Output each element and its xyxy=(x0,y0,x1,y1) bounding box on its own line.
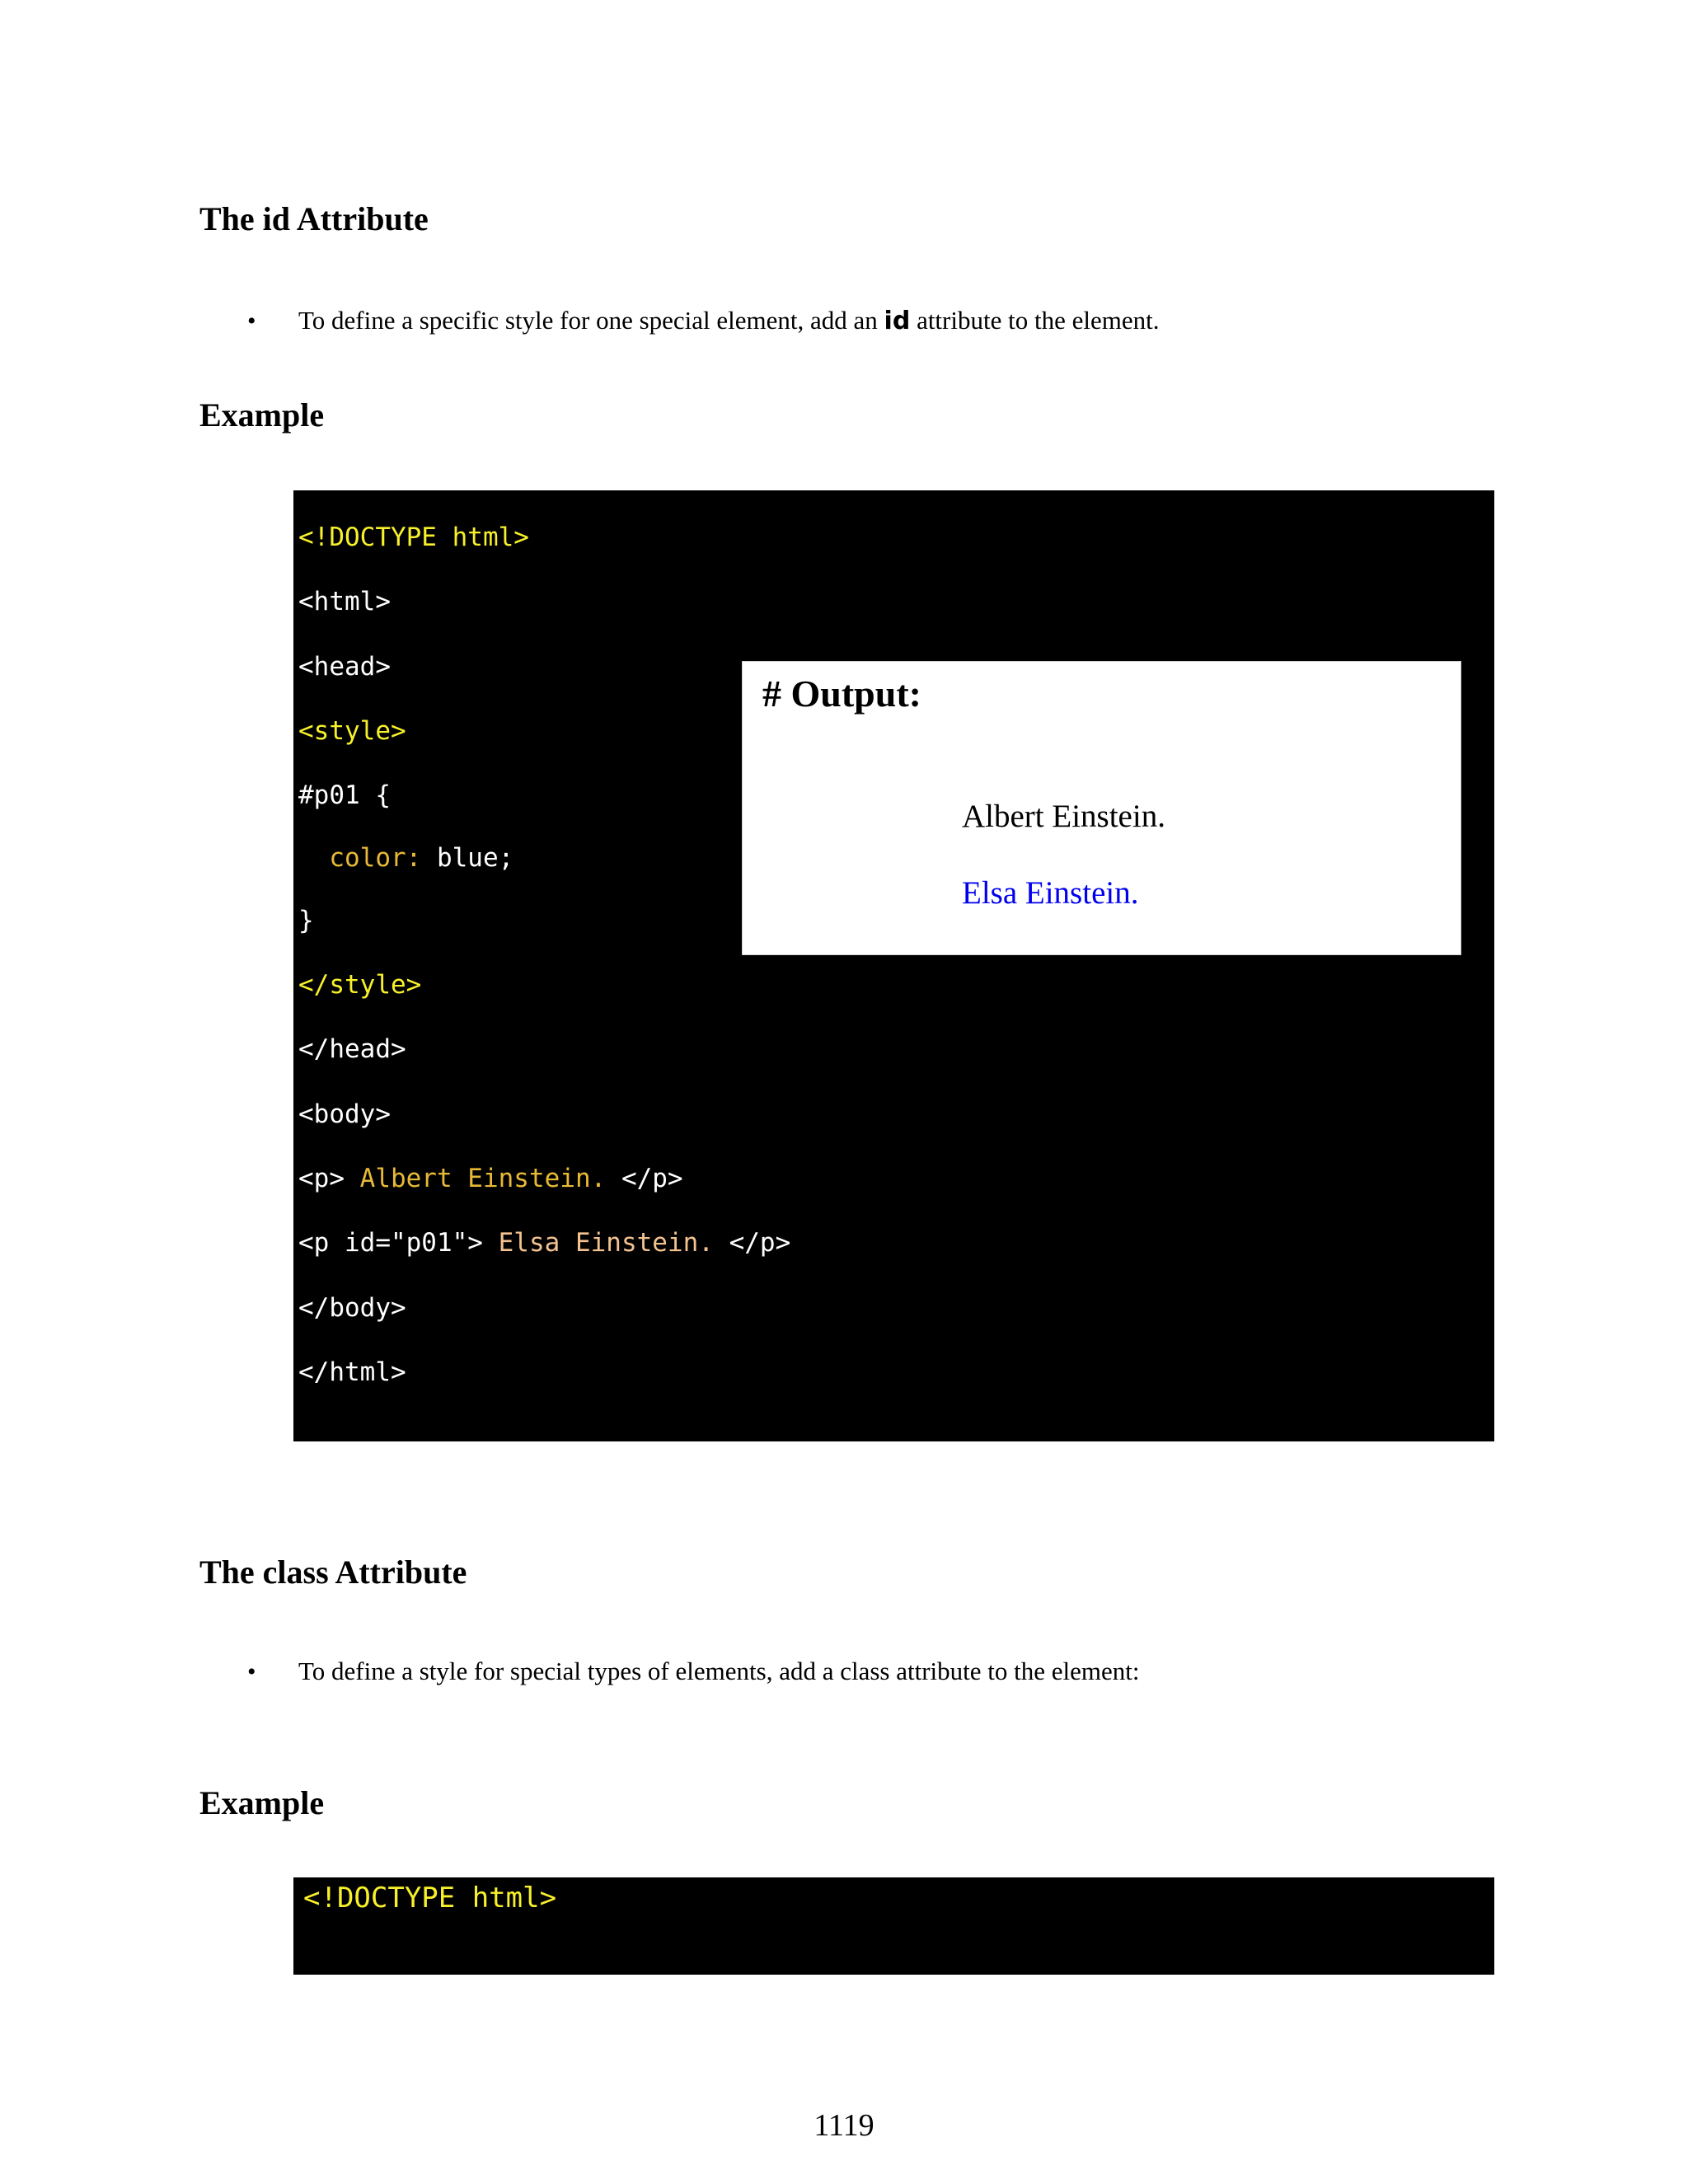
bullet-text-after: attribute to the element. xyxy=(910,306,1160,335)
output-paragraph-albert: Albert Einstein. xyxy=(962,799,1165,834)
output-title: # Output: xyxy=(762,673,921,715)
bullet-icon: • xyxy=(247,307,256,335)
code-tag-close: </p> xyxy=(606,1164,683,1193)
code-line: <!DOCTYPE html> xyxy=(303,1882,557,1915)
code-block-id-example xyxy=(293,490,1494,1441)
bullet-text-before: To define a specific style for one special element, add an xyxy=(298,306,884,335)
page-number: 1119 xyxy=(814,2108,874,2143)
output-paragraph-elsa: Elsa Einstein. xyxy=(962,875,1139,911)
code-line: <!DOCTYPE html> xyxy=(298,523,529,552)
inline-code-id: id xyxy=(884,307,911,335)
code-line: } xyxy=(298,906,314,935)
code-line: </body> xyxy=(298,1293,406,1323)
code-tag-close: </p> xyxy=(713,1228,791,1258)
code-content: Albert Einstein. xyxy=(359,1164,607,1193)
code-line: </html> xyxy=(298,1357,406,1387)
bullet-icon: • xyxy=(247,1658,256,1685)
code-tag-open: <p id="p01"> xyxy=(298,1228,499,1258)
example-label: Example xyxy=(199,396,325,434)
section-heading-id-attribute: The id Attribute xyxy=(199,200,429,237)
code-content: Elsa Einstein. xyxy=(498,1228,714,1258)
code-tag-open: <p> xyxy=(298,1164,360,1193)
code-line: <body> xyxy=(298,1099,391,1129)
section-heading-class-attribute: The class Attribute xyxy=(199,1554,467,1591)
code-line xyxy=(298,1166,683,1192)
code-indent xyxy=(298,843,329,873)
code-line: #p01 { xyxy=(298,780,391,810)
code-line: <html> xyxy=(298,587,391,616)
code-line: </style> xyxy=(298,970,422,1000)
code-line: </head> xyxy=(298,1034,406,1064)
code-line: <style> xyxy=(298,716,406,746)
output-preview-box xyxy=(742,661,1461,955)
code-line: <head> xyxy=(298,652,391,682)
example-label: Example xyxy=(199,1784,325,1821)
bullet-text: To define a style for special types of elements, add a class attribute to the element: xyxy=(298,1657,1140,1685)
code-line xyxy=(298,1230,790,1256)
code-value: blue; xyxy=(421,843,514,873)
code-block-class-example xyxy=(293,1877,1494,1975)
code-property: color: xyxy=(329,843,422,873)
code-line xyxy=(298,843,514,873)
bullet-text xyxy=(298,307,1159,334)
